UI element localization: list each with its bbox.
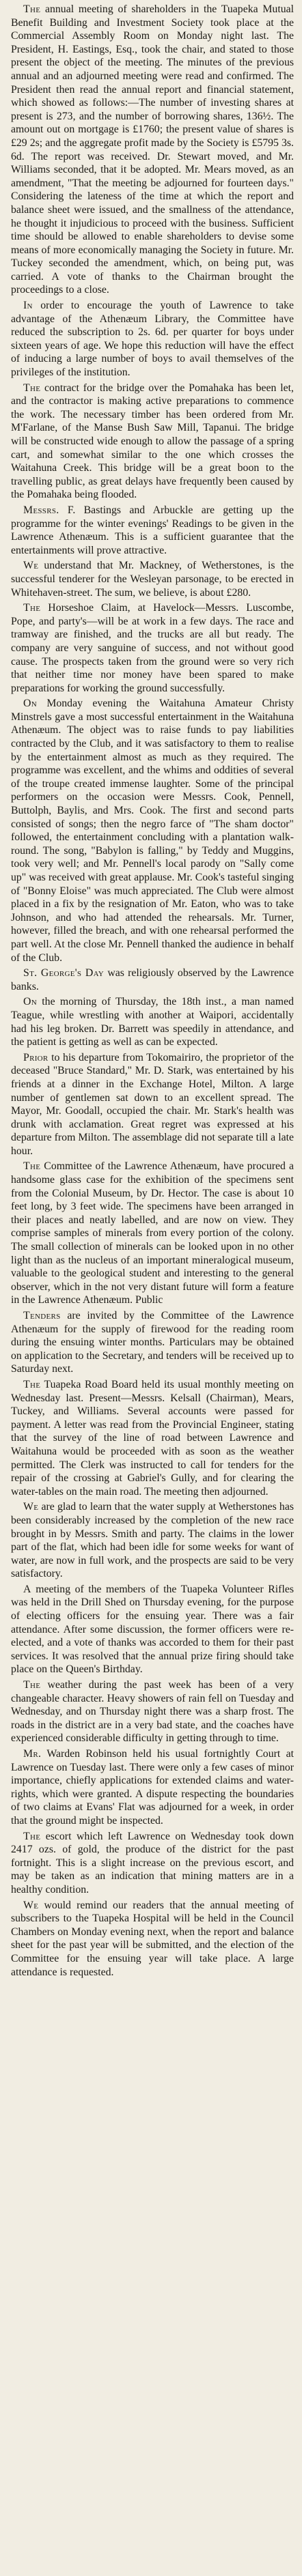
paragraph-text: contract for the bridge over the Pomahaka has been let, and the contractor is making active preparations to commence the work. The necessary timber has been ordered from Mr. M'Farlane, of the Manse Bush Saw Mill, Tapanui. The bridge will be constructed wide enough to allow the passage of a spring cart, and somewhat similar to the one which crosses the Waitahuna Creek. This bridge will be a great boon to the travelling public, as great delays have frequently been caused by the Pomahaka being flooded.: [11, 382, 294, 501]
paragraph-text: would remind our readers that the annual meeting of subscribers to the Tuapeka Hospital will be held in the Council Chambers on Monday evening next, when the report and balance sheet for the past year will be submitted, and the election of the Committee for the ensuing year will take place. A large attendance is requested.: [11, 1899, 294, 1978]
paragraph-text: Tuapeka Road Board held its usual monthly meeting on Wednesday last. Present—Messrs. Kelsall (Chairman), Mears, Tuckey, and Williams. Several accounts were passed for payment. A letter was read from the Provincial Engineer, stating that the survey of the line of road between Lawrence and Waitahuna would be proceeded with as soon as the weather permitted. The Clerk was instructed to call for tenders for the repair of the crossing at Gabriel's Gully, and for clearing the water-tables on the main road. The meeting then adjourned.: [11, 1378, 294, 1498]
paragraph-lead: The: [23, 3, 41, 15]
paragraph-wrestling-accident: [11, 995, 294, 1048]
paragraph-text: to his departure from Tokomairiro, the proprietor of the deceased "Bruce Standard," Mr. D. Stark, was entertained by his friends at a dinner in the Exchange Hotel, Milton. A large number of gentlemen sat down to an excellent spread. The Mayor, Mr. Goodall, occupied the chair. Mr. Stark's health was drunk with acclamation. Great regret was expressed at his departure from Milton. The assemblage did not separate till a late hour.: [11, 1051, 294, 1157]
paragraph-text: weather during the past week has been of a very changeable character. Heavy showers of rain fell on Tuesday and Wednesday, and on Thursday night there was a sharp frost. The roads in the district are in a very bad state, and the coaches have experienced considerable difficulty in getting through to time.: [11, 1679, 294, 1745]
paragraph-text: was religiously observed by the Lawrence banks.: [11, 967, 294, 992]
paragraph-text: Warden Robinson held his usual fortnightly Court at Lawrence on Tuesday last. There were only a few cases of minor importance, chiefly applications for extended claims and water-rights, which were granted. A dispute respecting the boundaries of two claims at Evans' Flat was adjourned for a week, in order that the ground might be inspected.: [11, 1748, 294, 1827]
paragraph-text: Committee of the Lawrence Athenæum, have procured a handsome glass case for the exhibition of the specimens sent from the Colonial Museum, by Dr. Hector. The case is about 10 feet long, by 3 feet wide. The specimens have been arranged in their places and neatly labelled, and are now on view. They comprise samples of minerals from every portion of the colony. The small collection of minerals can be looked upon in no other light than as the nucleus of an important mineralogical museum, valuable to the geological student and interesting to the general observer, which in the not very distant future will form a feature in the Lawrence Athenæum. Public: [11, 1160, 294, 1306]
paragraph-text: are invited by the Committee of the Lawrence Athenæum for the supply of firewood for the reading room during the ensuing winter months. Particulars may be obtained on application to the Secretary, and tenders will be received up to Saturday next.: [11, 1310, 294, 1375]
paragraph-road-board: [11, 1378, 294, 1498]
paragraph-lead: On: [23, 698, 37, 710]
paragraph-christy-minstrels: [11, 697, 294, 964]
paragraph-water-supply: [11, 1500, 294, 1581]
paragraph-text: the morning of Thursday, the 18th inst., a man named Teague, while wrestling with another at Waipori, accidentally had his leg broken. Dr. Barrett was speedily in attendance, and the patient is getting as well as can be expected.: [11, 996, 294, 1048]
paragraph-building-society-meeting: [11, 3, 294, 297]
paragraph-gold-escort: [11, 1830, 294, 1897]
paragraph-lead: Mr.: [23, 1748, 42, 1760]
paragraph-text: meeting of the members of the Tuapeka Volunteer Rifles was held in the Drill Shed on Thursday evening, for the purpose of electing officers for the ensuing year. There was a fair attendance. After some discussion, the former officers were re-elected, and a vote of thanks was accorded to them for their past services. It was resolved that the annual prize firing should take place on the Queen's Birthday.: [11, 1583, 294, 1676]
paragraph-st-georges-day: [11, 967, 294, 993]
paragraph-volunteer-rifles: [11, 1583, 294, 1676]
paragraph-text: understand that Mr. Mackney, of Wetherstones, is the successful tenderer for the Wesleyan parsonage, to be erected in Whitehaven-street. The sum, we believe, is about £280.: [11, 560, 294, 599]
paragraph-lead: Prior: [23, 1051, 49, 1063]
paragraph-text: are glad to learn that the water supply at Wetherstones has been considerably increased by the completion of the new race brought in by Messrs. Smith and party. The claims in the lower part of the flat, which had been idle for some weeks for want of water, are now in full work, and the prospects are said to be very satisfactory.: [11, 1501, 294, 1580]
paragraph-text: annual meeting of shareholders in the Tuapeka Mutual Benefit Building and Investment Society took place at the Commercial Assembly Room on Monday night last. The President, H. Eastings, Esq., took the chair, and stated to those present the object of the meeting. The minutes of the previous annual and an adjourned meeting were read and confirmed. The President then read the annual report and financial statement, which showed as follows:—The number of investing shares at present is 273, and the number of borrowing shares, 136½. The amount out on mortgage is £1760; the present value of shares is £29 2s; and the aggregate profit made by the Society is £5795 3s. 6d. The report was received. Dr. Stewart moved, and Mr. Williams seconded, that it be adopted. Mr. Mears moved, as an amendment, "That the meeting be adjourned for fourteen days." Considering the lateness of the time at which the report and balance sheet were issued, and the smallness of the attendance, he thought it injudicious to proceed with the business. Sufficient time should be allowed to enable shareholders to devise some means of more economically managing the Society in future. Mr. Tuckey seconded the amendment, which, on being put, was carried. A vote of thanks to the Chairman brought the proceedings to a close.: [11, 3, 294, 296]
paragraph-lead: The: [23, 1830, 41, 1842]
paragraph-lead: The: [23, 1378, 41, 1390]
paragraph-text: escort which left Lawrence on Wednesday took down 2417 ozs. of gold, the produce of the district for the past fortnight. This is a slight increase on the previous escort, and may be taken as an indication that mining matters are in a healthy condition.: [11, 1830, 294, 1895]
paragraph-text: Horseshoe Claim, at Havelock—Messrs. Luscombe, Pope, and party's—will be at work in a few days. The race and tramway are finished, and the trucks are all but ready. The company are very sanguine of success, and not without good cause. The prospects taken from the ground were so very rich that neither time nor money have been spared to make preparations for working the ground successfully.: [11, 602, 294, 694]
paragraph-lead: Tenders: [23, 1310, 61, 1321]
paragraph-weather: [11, 1678, 294, 1745]
paragraph-text: Monday evening the Waitahuna Amateur Christy Minstrels gave a most successful entertainment in the Waitahuna Athenæum. The object was to raise funds to pay liabilities contracted by the Club, and it was satisfactory to them to realise by the entertainment almost as much as they required. The programme was excellent, and the whims and oddities of several of the troupe created immense laughter. Some of the principal performers on the occasion were Messrs. Cook, Pennell, Buttolph, Baylis, and Mrs. Cook. The first and second parts consisted of songs; then the negro farce of "The sham doctor" followed, the entertainment concluding with a plantation walk-round. The song, "Babylon is falling," by Teddy and Muggins, took very well; and Mr. Pennell's local parody on "Sally come up" was received with great applause. Mr. Cook's tasteful singing of "Bonny Eloise" was much appreciated. The Club were almost placed in a fix by the resignation of Mr. Eaton, who was to take Johnson, and who had attended the rehearsals. Mr. Turner, however, filled the breach, and with one rehearsal performed the part well. At the close Mr. Pennell thanked the audience in behalf of the Club.: [11, 698, 294, 964]
paragraph-lead: A: [23, 1583, 31, 1595]
paragraph-pomahaka-bridge: [11, 382, 294, 502]
paragraph-firewood-tenders: [11, 1309, 294, 1376]
paragraph-hospital-meeting: [11, 1899, 294, 1979]
paragraph-lead: Messrs.: [23, 504, 59, 516]
paragraph-lead: We: [23, 1899, 39, 1911]
paragraph-lead: St. George's Day: [23, 967, 105, 979]
paragraph-museum-specimens: [11, 1160, 294, 1307]
paragraph-wesleyan-parsonage: [11, 559, 294, 599]
paragraph-warden-court: [11, 1747, 294, 1828]
paragraph-winter-readings: [11, 504, 294, 557]
paragraph-athenaeum-subscription: [11, 299, 294, 380]
paragraph-lead: The: [23, 382, 41, 394]
paragraph-text: order to encourage the youth of Lawrence to take advantage of the Athenæum Library, the Committee have reduced the subscription to 2s. 6d. per quarter for boys under sixteen years of age. We hope this reduction will have the effect of inducing a large number of boys to avail themselves of the privileges of the institution.: [11, 300, 294, 379]
paragraph-lead: In: [23, 300, 33, 312]
paragraph-lead: The: [23, 602, 41, 614]
paragraph-lead: We: [23, 1501, 39, 1513]
paragraph-stark-dinner: [11, 1051, 294, 1158]
paragraph-lead: The: [23, 1160, 41, 1173]
paragraph-lead: On: [23, 996, 37, 1008]
paragraph-text: F. Bastings and Arbuckle are getting up the programme for the winter evenings' Readings to be given in the Lawrence Athenæum. This is a sufficient guarantee that the entertainments will prove attractive.: [11, 504, 294, 556]
paragraph-lead: The: [23, 1679, 41, 1691]
paragraph-lead: We: [23, 560, 39, 572]
paragraph-horseshoe-claim: [11, 601, 294, 695]
